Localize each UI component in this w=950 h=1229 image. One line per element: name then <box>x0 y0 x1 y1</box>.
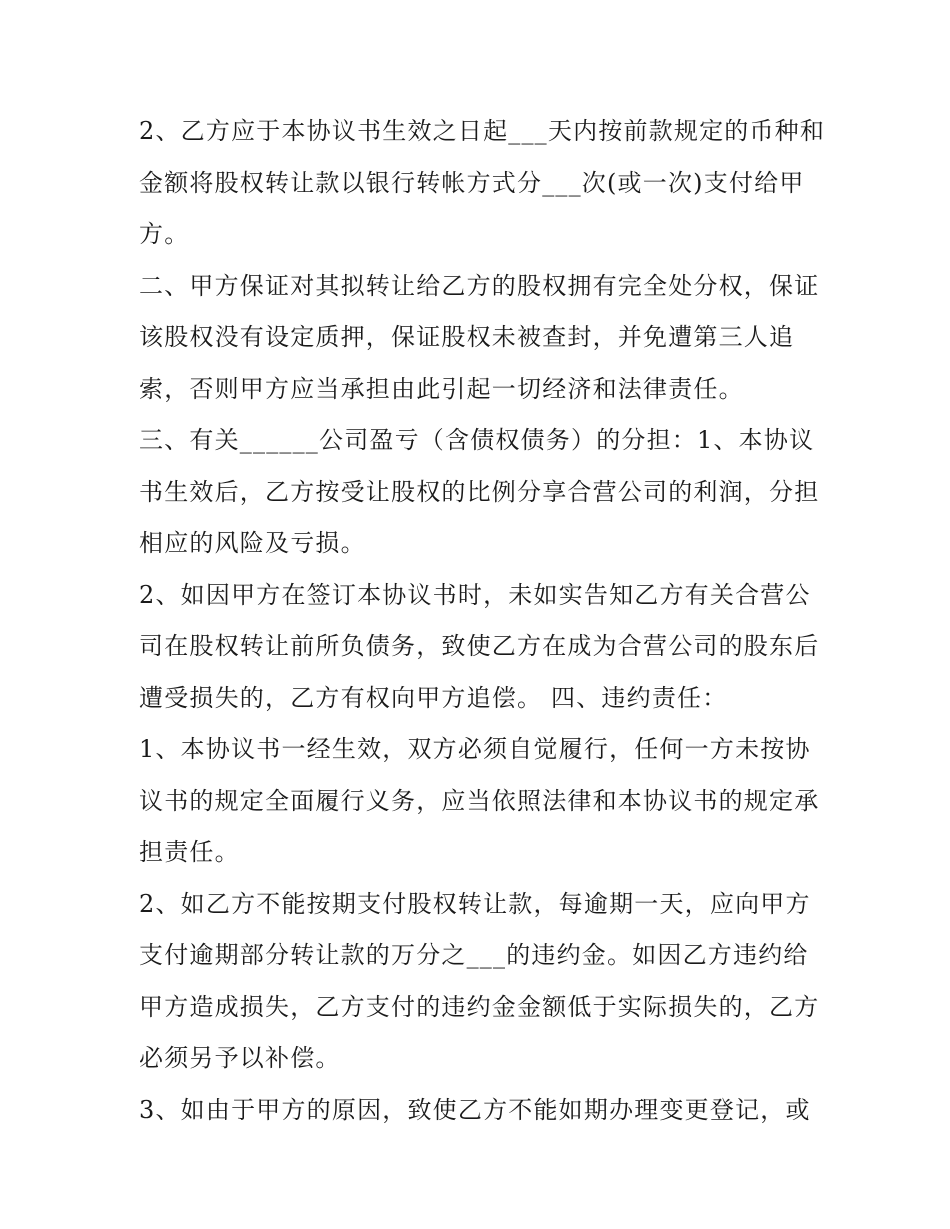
text-line: 书生效后，乙方按受让股权的比例分享合营公司的利润，分担 <box>139 477 820 506</box>
text-line: 1、本协议书一经生效，双方必须自觉履行，任何一方未按协 <box>139 735 811 763</box>
text-line: 索，否则甲方应当承担由此引起一切经济和法律责任。 <box>139 374 744 403</box>
text-line: 2、如乙方不能按期支付股权转让款，每逾期一天，应向甲方 <box>139 889 811 918</box>
text-line: 三、有关______公司盈亏（含债权债务）的分担：1、本协议 <box>139 426 815 454</box>
text-line: 2、乙方应于本协议书生效之日起___天内按前款规定的币种和 <box>139 117 826 145</box>
text-line: 担责任。 <box>139 838 240 866</box>
text-line: 2、如因甲方在签订本协议书时，未如实告知乙方有关合营公 <box>139 580 811 609</box>
text-line: 支付逾期部分转让款的万分之___的违约金。如因乙方违约给 <box>139 941 809 969</box>
text-line: 必须另予以补偿。 <box>139 1044 341 1072</box>
text-line: 方。 <box>139 220 190 248</box>
document-body <box>139 106 826 1136</box>
text-line: 相应的风险及亏损。 <box>139 529 366 557</box>
text-line: 二、甲方保证对其拟转让给乙方的股权拥有完全处分权，保证 <box>139 271 820 300</box>
text-line: 议书的规定全面履行义务，应当依照法律和本协议书的规定承 <box>139 786 820 815</box>
text-line: 该股权没有设定质押，保证股权未被查封，并免遭第三人追 <box>139 323 795 351</box>
text-line: 金额将股权转让款以银行转帐方式分___次(或一次)支付给甲 <box>139 168 805 197</box>
text-line: 遭受损失的，乙方有权向甲方追偿。 四、违约责任： <box>139 683 728 712</box>
text-line: 甲方造成损失，乙方支付的违约金金额低于实际损失的，乙方 <box>139 992 820 1021</box>
text-line: 司在股权转让前所负债务，致使乙方在成为合营公司的股东后 <box>139 632 820 660</box>
text-line: 3、如由于甲方的原因，致使乙方不能如期办理变更登记，或 <box>139 1095 811 1124</box>
